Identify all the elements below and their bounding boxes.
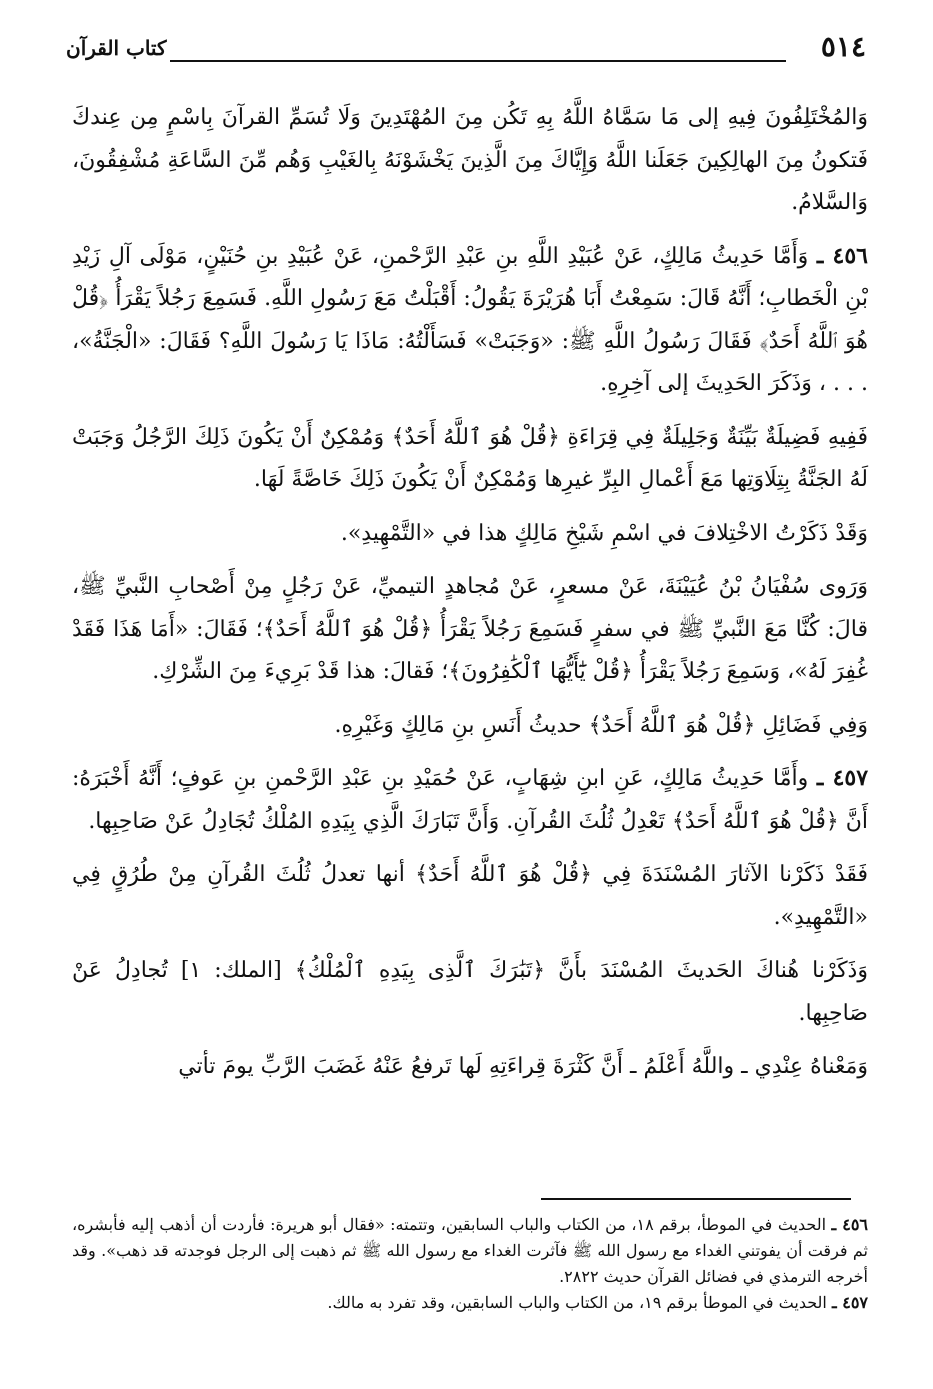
footnote-text: الحديث في الموطأ برقم ١٩، من الكتاب والباب السابقين، وقد تفرد به مالك. — [327, 1293, 827, 1312]
paragraph — [72, 512, 868, 556]
hadith-number: ٤٥٧ ـ — [816, 765, 869, 791]
footnote-text: الحديث في الموطأ، برقم ١٨، من الكتاب والباب السابقين، وتتمته: «فقال أبو هريرة: فأردت أن أذهب إليه فأبشره، ثم فرقت أن يفوتني الغداء مع رسول الله ﷺ فآثرت الغداء مع رسول الله ﷺ ثم ذهبت إلى الرجل فوجدته قد ذهب». وقد أخرجه الترمذي في فضائل القرآن حديث ٢٨٢٢. — [72, 1215, 868, 1286]
hadith-number: ٤٥٦ ـ — [816, 242, 868, 269]
book-title: كتاب القرآن — [66, 36, 167, 60]
footnote — [72, 1212, 868, 1290]
paragraph — [72, 235, 868, 406]
paragraph-text: وَأَمَّا حَدِيثُ مَالِكٍ، عَنْ عُبَيْدِ اللَّهِ بنِ عَبْدِ الرَّحْمنِ، عَنْ عُبَيْدِ بنِ حُنَيْنٍ، مَوْلَى آلِ زَيْدِ بْنِ الْخَطابِ؛ أَنَّهُ قَالَ: سَمِعْتُ أَبَا هُرَيْرَةَ يَقُولُ: أَقْبَلْتُ مَعَ رَسُولِ اللَّهِ. فَسَمِعَ رَجُلاً يَقْرَأُ ﴿قُلْ هُوَ ٱللَّهُ أَحَدٌ﴾ فَقَالَ رَسُولُ اللَّهِ ﷺ: «وَجَبَتْ» فَسَأَلْتُهُ: مَاذَا يَا رَسُولَ اللَّهِ؟ فَقَالَ: «الْجَنَّةُ»، . . . ، وَذَكَرَ الحَدِيثَ إلى آخِرِهِ. — [72, 243, 868, 396]
paragraph — [72, 96, 868, 225]
footnote — [72, 1290, 868, 1316]
footnote-number: ٤٥٦ ـ — [831, 1215, 868, 1234]
paragraph — [72, 949, 868, 1035]
paragraph — [72, 1045, 868, 1089]
paragraph — [72, 757, 868, 843]
paragraph — [72, 565, 868, 694]
paragraph-text: وَذَكَرْنا هُناكَ الحَديثَ المُسْنَدَ بأَنَّ ﴿تَبَٰرَكَ ٱلَّذِى بِيَدِهِ ٱلْمُلْكُ﴾ [الملك: ١] تُجادِلُ عَنْ صَاحِبِها. — [72, 958, 868, 1026]
paragraph-text: وأَمَّا حَدِيثُ مَالِكٍ، عَنِ ابنِ شِهَابٍ، عَنْ حُمَيْدِ بنِ عَبْدِ الرَّحْمنِ بنِ عَوفٍ؛ أَنَّهُ أَخْبَرَهُ: أَنَّ ﴿قُلْ هُوَ ٱللَّهُ أَحَدٌ﴾ تَعْدِلُ ثُلُثَ القُرآنِ. وَأَنَّ تَبَارَكَ الَّذِي بِيَدِهِ المُلْكُ تُجَادِلُ عَنْ صَاحِبِها. — [72, 766, 868, 834]
paragraph-text: فَقَدْ ذَكَرْنا الآثارَ المُسْنَدَةَ فِي ﴿قُلْ هُوَ ٱللَّهُ أَحَدٌ﴾ أنها تعدلُ ثُلُثَ القُرآنِ مِنْ طُرُقٍ فِي «التَّمْهِيدِ». — [72, 862, 868, 930]
main-text — [72, 96, 868, 1099]
paragraph — [72, 416, 868, 502]
page-header — [66, 26, 866, 70]
paragraph-text: فَفِيهِ فَضِيلَةٌ بَيِّنَةٌ وَجَلِيلَةٌ فِي قِرَاءَةِ ﴿قُلْ هُوَ ٱللَّهُ أَحَدٌ﴾ وَمُمْكِنٌ أَنْ يَكُونَ ذَلِكَ الرَّجُلُ وَجَبَتْ لَهُ الجَنَّةُ بِتِلَاوَتِها مَعَ أَعْمالِ البِرِّ غيرِها وَمُمْكِنٌ أَنْ يَكُونَ ذَلِكَ خَاصَّةً لَهَا. — [72, 424, 868, 492]
paragraph-text: وَمَعْناهُ عِنْدِي ـ واللَّهُ أَعْلَمُ ـ أَنَّ كَثْرَةَ قِراءَتِهِ لَها تَرفعُ عَنْهُ غَضَبَ الرَّبِّ يومَ تأتي — [178, 1054, 868, 1079]
paragraph-text: وَرَوى سُفْيَانُ بْنُ عُيَيْنَةَ، عَنْ مسعرٍ، عَنْ مُجاهدٍ التيميِّ، عَنْ رَجُلٍ مِنْ أَصْحابِ النَّبيِّ ﷺ، قالَ: كُنَّا مَعَ النَّبيِّ ﷺ في سفرٍ فَسَمِعَ رَجُلاً يَقْرَأُ ﴿قُلْ هُوَ ٱللَّهُ أَحَدٌ﴾؛ فَقَالَ: «أَمَا هَذَا فَقَدْ غُفِرَ لَهُ»، وَسَمِعَ رَجُلاً يَقْرَأُ ﴿قُلْ يَٰٓأَيُّهَا ٱلْكَٰفِرُونَ﴾؛ فَقالَ: هذا قَدْ بَرِيءَ مِنَ الشِّرْكِ. — [72, 574, 868, 684]
footnote-separator — [541, 1198, 851, 1200]
paragraph-text: وَفِي فَضَائِلِ ﴿قُلْ هُوَ ٱللَّهُ أَحَدٌ﴾ حديثُ أَنَسِ بنِ مَالِكٍ وَغَيْرِهِ. — [334, 712, 868, 738]
paragraph — [72, 704, 868, 748]
paragraph — [72, 853, 868, 939]
footnotes — [72, 1212, 868, 1316]
paragraph-text: وَالمُخْتَلِفُونَ فِيهِ إلى مَا سَمَّاهُ اللَّهُ بِهِ تَكُن مِنَ المُهْتَدِينَ وَلَا تُسَمِّ القرآنَ بِاسْمٍ مِن عِندكَ فَتكونُ مِنَ الهالِكِينَ جَعَلَنا اللَّهُ وَإِيَّاكَ مِنَ الَّذِينَ يَخْشَوْنَهُ بِالغَيْبِ وَهُم مِّنَ السَّاعَةِ مُشْفِقُونَ، وَالسَّلامُ. — [72, 105, 868, 215]
footnote-number: ٤٥٧ ـ — [831, 1293, 868, 1312]
header-rule — [170, 60, 786, 62]
paragraph-text: وَقَدْ ذَكَرْتُ الاخْتِلافَ في اسْمِ شَيْخِ مَالِكٍ هذا في «التَّمْهِيدِ». — [340, 520, 868, 546]
page-number: ٥١٤ — [820, 30, 866, 63]
